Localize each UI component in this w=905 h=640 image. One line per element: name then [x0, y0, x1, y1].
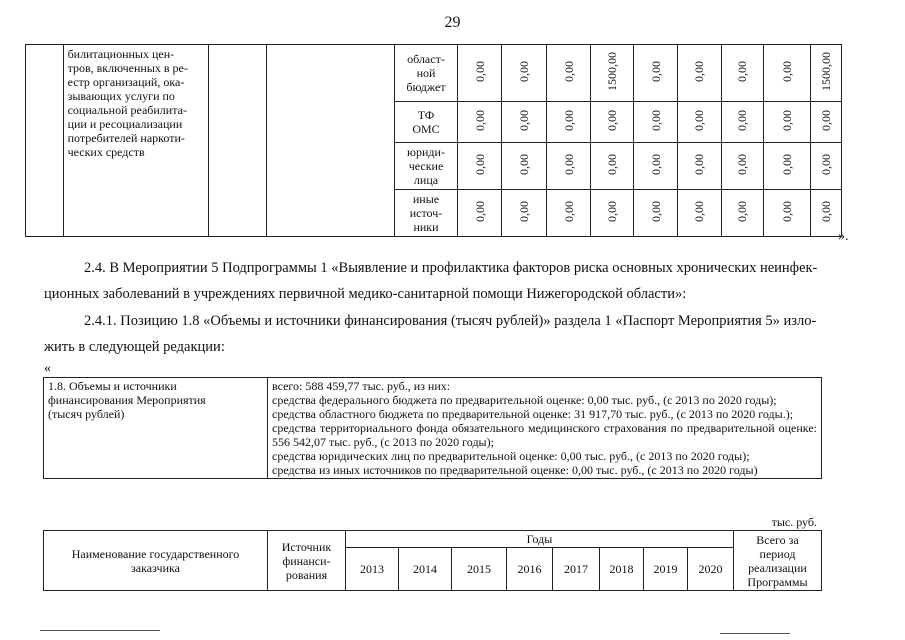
funding-value-text: 0,00: [779, 154, 794, 175]
top-funding-table: [25, 44, 842, 237]
funding-value-text: 0,00: [818, 201, 833, 222]
financing-sources: [268, 378, 822, 479]
customer-funding-table: [43, 530, 822, 591]
funding-value-text: 0,00: [517, 154, 532, 175]
funding-value-text: 0,00: [517, 201, 532, 222]
funding-value: [591, 143, 634, 190]
scan-artifact-line: [720, 633, 790, 634]
funding-value: [634, 45, 678, 102]
funding-value: [763, 102, 810, 143]
funding-source: ТФ ОМС: [395, 102, 457, 143]
funding-value: [591, 190, 634, 237]
paragraph-2-4-cont: ционных заболеваний в учреждениях первичной медико-санитарной помощи Нижегородской области»:: [44, 286, 687, 302]
funding-value: [677, 102, 721, 143]
financing-line: средства из иных источников по предварительной оценке: 0,00 тыс. руб., (с 2013 по 2020 годы): [272, 463, 758, 477]
funding-value: [547, 190, 591, 237]
funding-source: иные источ- ники: [395, 190, 457, 237]
funding-row: [26, 45, 842, 102]
funding-value: [502, 190, 547, 237]
financing-label: 1.8. Объемы и источники финансирования Мероприятия (тысяч рублей): [44, 378, 268, 479]
financing-line: средства территориального фонда обязательного медицинского страхования по предварительной оценке: 556 542,07 тыс. руб., (с 2013 по 2020 годы);: [272, 421, 817, 449]
funding-value: [457, 102, 502, 143]
year-header: 2016: [507, 548, 553, 591]
closing-quote: ».: [838, 229, 849, 244]
funding-value: [502, 143, 547, 190]
financing-line: средства юридических лиц по предварительной оценке: 0,00 тыс. руб., (с 2013 по 2020 годы);: [272, 449, 750, 463]
funding-value: [634, 143, 678, 190]
funding-value-text: 0,00: [735, 61, 750, 82]
funding-value-text: 0,00: [648, 110, 663, 131]
funding-value-text: 0,00: [818, 110, 833, 131]
financing-line: всего: 588 459,77 тыс. руб., из них:: [272, 379, 451, 393]
funding-value: [502, 102, 547, 143]
row-number-cell: [26, 45, 64, 237]
funding-value-text: 0,00: [818, 154, 833, 175]
funding-value-text: 0,00: [648, 201, 663, 222]
funding-value: [810, 102, 841, 143]
funding-value: [810, 143, 841, 190]
year-header: 2019: [644, 548, 688, 591]
funding-value: [547, 102, 591, 143]
funding-value-text: 0,00: [605, 154, 620, 175]
funding-value-text: 0,00: [472, 201, 487, 222]
funding-value: [591, 45, 634, 102]
funding-value: [547, 143, 591, 190]
year-header: 2020: [688, 548, 734, 591]
funding-value-text: 0,00: [472, 61, 487, 82]
funding-value: [591, 102, 634, 143]
total-header: Всего за период реализации Программы: [734, 531, 822, 591]
funding-value-text: 0,00: [692, 110, 707, 131]
funding-value: [721, 102, 763, 143]
funding-source: юриди- ческие лица: [395, 143, 457, 190]
funding-value: [763, 45, 810, 102]
funding-source: област- ной бюджет: [395, 45, 457, 102]
customer-header: Наименование государственного заказчика: [44, 531, 268, 591]
funding-value: [721, 143, 763, 190]
funding-value: [810, 45, 841, 102]
funding-value-text: 0,00: [692, 201, 707, 222]
funding-value-text: 0,00: [779, 61, 794, 82]
funding-value: [721, 45, 763, 102]
funding-value-text: 0,00: [692, 154, 707, 175]
financing-line: средства областного бюджета по предварительной оценке: 31 917,70 тыс. руб., (с 2013 по 2020 годы.);: [272, 407, 794, 421]
funding-value-text: 0,00: [735, 154, 750, 175]
paragraph-2-4-1-cont: жить в следующей редакции:: [44, 339, 225, 355]
funding-value-text: 0,00: [779, 201, 794, 222]
scan-artifact-line: [40, 630, 160, 631]
funding-value-text: 0,00: [517, 61, 532, 82]
funding-value-text: 0,00: [517, 110, 532, 131]
unit-label: тыс. руб.: [771, 515, 817, 529]
funding-value: [677, 143, 721, 190]
funding-value-text: 1500,00: [605, 52, 620, 91]
funding-value: [457, 143, 502, 190]
funding-value-text: 0,00: [472, 154, 487, 175]
funding-value-text: 0,00: [561, 201, 576, 222]
year-header: 2014: [399, 548, 452, 591]
financing-block: [43, 377, 822, 479]
empty-cell: [209, 45, 267, 237]
funding-value-text: 0,00: [779, 110, 794, 131]
funding-value-text: 0,00: [561, 110, 576, 131]
funding-value-text: 0,00: [648, 154, 663, 175]
page-number: 29: [444, 14, 461, 31]
funding-value-text: 1500,00: [818, 52, 833, 91]
measure-description: билитационных цен- тров, включенных в ре- естр организаций, ока- зывающих услуги по социальной реабилита- ции и ресоциализации потребителей наркоти- ческих средств: [63, 45, 209, 237]
funding-value: [810, 190, 841, 237]
funding-value-text: 0,00: [605, 201, 620, 222]
paragraph-2-4: 2.4. В Мероприятии 5 Подпрограммы 1 «Выявление и профилактика факторов риска основных хронических неинфек-: [84, 260, 818, 276]
funding-value: [634, 102, 678, 143]
funding-value: [763, 190, 810, 237]
year-header: 2018: [600, 548, 644, 591]
funding-value-text: 0,00: [692, 61, 707, 82]
year-header: 2017: [553, 548, 600, 591]
funding-value-text: 0,00: [648, 61, 663, 82]
financing-line: средства федерального бюджета по предварительной оценке: 0,00 тыс. руб., (с 2013 по 2020 годы);: [272, 393, 777, 407]
empty-cell: [267, 45, 395, 237]
funding-value: [457, 45, 502, 102]
year-header: 2013: [346, 548, 399, 591]
funding-value: [457, 190, 502, 237]
funding-value-text: 0,00: [735, 110, 750, 131]
funding-value: [763, 143, 810, 190]
funding-value-text: 0,00: [561, 61, 576, 82]
years-header: Годы: [346, 531, 734, 548]
open-quote: «: [44, 361, 51, 376]
funding-value: [547, 45, 591, 102]
funding-value: [502, 45, 547, 102]
funding-value: [721, 190, 763, 237]
funding-value-text: 0,00: [605, 110, 620, 131]
funding-value-text: 0,00: [735, 201, 750, 222]
funding-value: [677, 45, 721, 102]
funding-value: [677, 190, 721, 237]
funding-value: [634, 190, 678, 237]
funding-value-text: 0,00: [561, 154, 576, 175]
source-header: Источник финанси- рования: [268, 531, 346, 591]
financing-table: [43, 377, 822, 479]
paragraph-2-4-1: 2.4.1. Позицию 1.8 «Объемы и источники финансирования (тысяч рублей)» раздела 1 «Паспорт Мероприятия 5» изло-: [84, 313, 817, 329]
year-header: 2015: [452, 548, 507, 591]
funding-value-text: 0,00: [472, 110, 487, 131]
